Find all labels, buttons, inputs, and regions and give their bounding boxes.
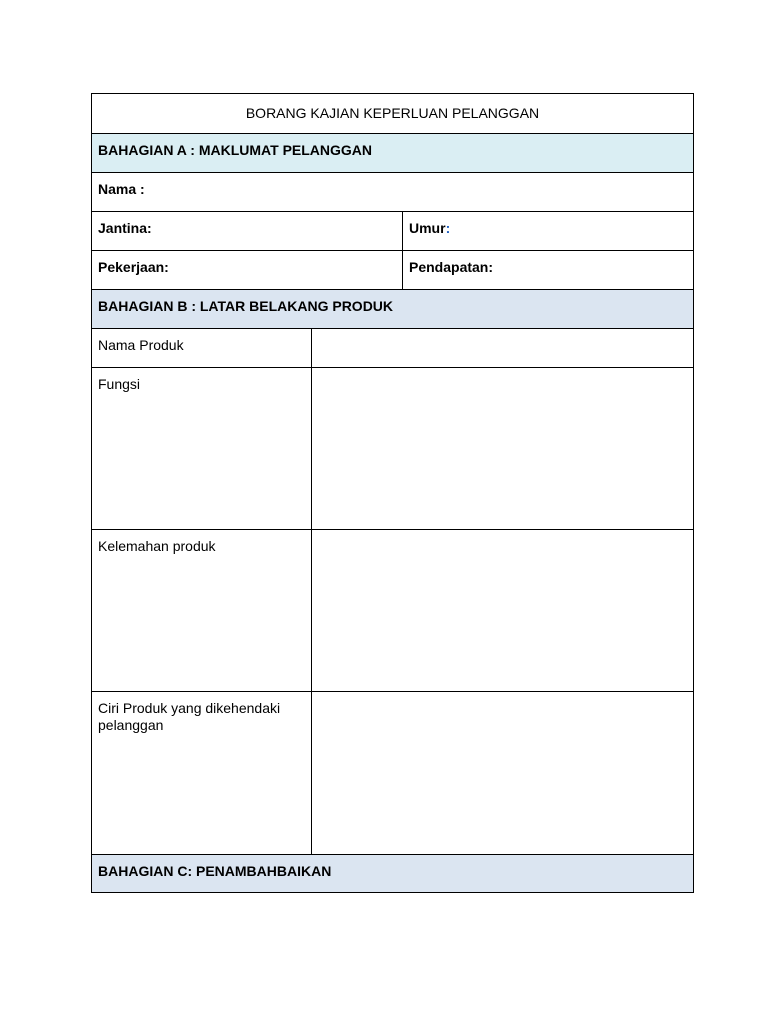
form-title: BORANG KAJIAN KEPERLUAN PELANGGAN [245, 105, 540, 121]
jantina-umur-row [92, 211, 693, 250]
nama-row [92, 172, 693, 211]
nama-produk-row [92, 328, 693, 367]
customer-needs-form [91, 93, 694, 893]
pendapatan-field[interactable] [402, 251, 693, 289]
nama-produk-label: Nama Produk [98, 337, 184, 353]
umur-field[interactable] [402, 212, 693, 250]
kelemahan-label: Kelemahan produk [98, 538, 216, 554]
section-a-heading: BAHAGIAN A : MAKLUMAT PELANGGAN [98, 142, 373, 158]
fungsi-input[interactable] [311, 368, 693, 529]
fungsi-row [92, 367, 693, 529]
umur-label: Umur [409, 220, 446, 236]
jantina-label: Jantina: [98, 220, 152, 236]
jantina-field[interactable] [92, 212, 402, 250]
ciri-input[interactable] [311, 692, 693, 854]
pendapatan-label: Pendapatan: [409, 259, 494, 275]
section-c-header [92, 854, 693, 892]
pekerjaan-label: Pekerjaan: [98, 259, 169, 275]
kelemahan-input[interactable] [311, 530, 693, 691]
section-a-header [92, 133, 693, 172]
nama-field[interactable] [92, 173, 693, 211]
section-b-header [92, 289, 693, 328]
ciri-row [92, 691, 693, 854]
nama-produk-input[interactable] [311, 329, 693, 367]
pekerjaan-field[interactable] [92, 251, 402, 289]
kelemahan-row [92, 529, 693, 691]
ciri-label-cell [92, 692, 311, 854]
nama-label: Nama : [98, 181, 145, 197]
form-title-row [92, 94, 693, 133]
fungsi-label: Fungsi [98, 376, 141, 392]
ciri-label: Ciri Produk yang dikehendaki pelanggan [98, 700, 281, 733]
pekerjaan-pendapatan-row [92, 250, 693, 289]
section-c-heading: BAHAGIAN C: PENAMBAHBAIKAN [98, 863, 332, 879]
section-b-heading: BAHAGIAN B : LATAR BELAKANG PRODUK [98, 298, 394, 314]
umur-colon: : [445, 220, 451, 236]
